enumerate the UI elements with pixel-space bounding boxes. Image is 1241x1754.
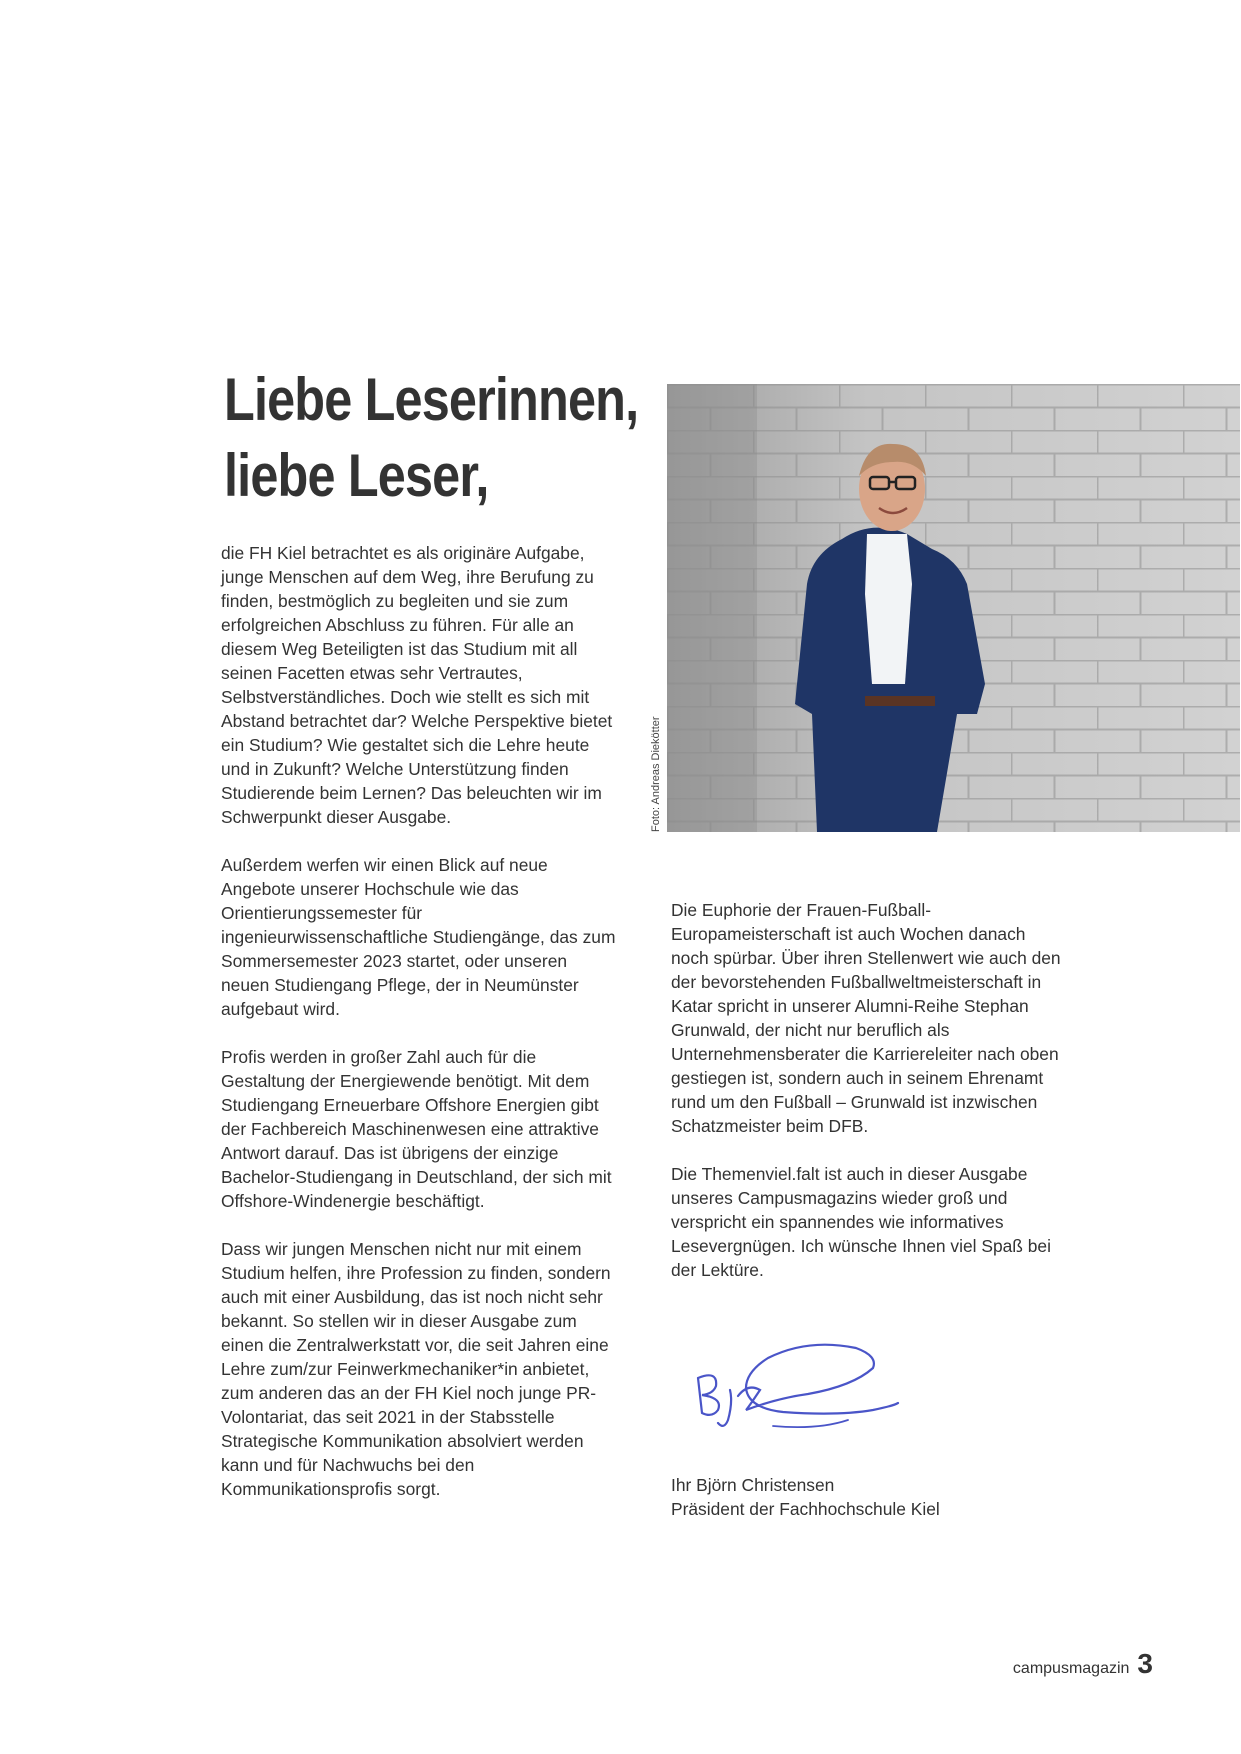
author-role: Präsident der Fachhochschule Kiel <box>671 1499 940 1519</box>
page-footer <box>1013 1648 1153 1680</box>
paragraph: Die Euphorie der Frauen-Fußball-Europameisterschaft ist auch Wochen danach noch spürbar. Über ihren Stellenwert wie auch den der bevorstehenden Fußballweltmeisterschaft in Katar spricht in unserer Alumni-Reihe Stephan Grunwald, der nicht nur beruflich als Unternehmensberater die Karriereleiter nach oben gestiegen ist, sondern auch in seinem Ehrenamt rund um den Fußball – Grunwald ist inzwischen Schatzmeister beim DFB. <box>671 900 1061 1136</box>
sign-off <box>671 1473 1071 1521</box>
signature <box>688 1338 903 1438</box>
paragraph: die FH Kiel betrachtet es als originäre Aufgabe, junge Menschen auf dem Weg, ihre Berufung zu finden, bestmöglich zu begleiten und sie zum erfolgreichen Abschluss zu führen. Für alle an diesem Weg Beteiligten ist das Studium mit all seinen Facetten etwas sehr Vertrautes, Selbstverständliches. Doch wie stellt es sich mit Abstand betrachtet dar? Welche Perspektive bietet ein Studium? Wie gestaltet sich die Lehre heute und in Zukunft? Welche Unterstützung finden Studierende beim Lernen? Das beleuchten wir im Schwerpunkt dieser Ausgabe. <box>221 543 613 827</box>
author-name: Ihr Björn Christensen <box>671 1475 835 1495</box>
left-text-column <box>221 541 616 1525</box>
portrait-illustration <box>667 384 1240 832</box>
photo-credit: Foto: Andreas Diekötter <box>650 716 662 832</box>
title-line-2: liebe Leser, <box>224 442 489 509</box>
paragraph: Profis werden in großer Zahl auch für die Gestaltung der Energiewende benötigt. Mit dem Studiengang Erneuerbare Offshore Energien gibt der Fachbereich Maschinenwesen eine attraktive Antwort darauf. Das ist übrigens der einzige Bachelor-Studiengang in Deutschland, der sich mit Offshore-Windenergie beschäftigt. <box>221 1047 612 1211</box>
magazine-name: campusmagazin <box>1012 1660 1130 1677</box>
paragraph: Dass wir jungen Menschen nicht nur mit einem Studium helfen, ihre Profession zu finden, sondern auch mit einer Ausbildung, das ist noch nicht sehr bekannt. So stellen wir in dieser Ausgabe zum einen die Zentralwerkstatt vor, die seit Jahren eine Lehre zum/zur Feinwerkmechaniker*in anbietet, zum anderen das an der FH Kiel noch junge PR-Volontariat, das seit 2021 in der Stabsstelle Strategische Kommunikation absolviert werden kann und für Nachwuchs bei den Kommunikationsprofis sorgt. <box>221 1239 611 1499</box>
portrait-photo <box>667 384 1240 832</box>
title-line-1: Liebe Leserinnen, <box>224 366 639 433</box>
page-number: 3 <box>1137 1648 1153 1679</box>
paragraph: Außerdem werfen wir einen Blick auf neue Angebote unserer Hochschule wie das Orientierungssemester für ingenieurwissenschaftliche Studiengänge, das zum Sommersemester 2023 startet, oder unseren neuen Studiengang Pflege, der in Neumünster aufgebaut wird. <box>221 855 616 1019</box>
paragraph: Die Themenviel.falt ist auch in dieser Ausgabe unseres Campusmagazins wieder groß und verspricht ein spannendes wie informatives Lesevergnügen. Ich wünsche Ihnen viel Spaß bei der Lektüre. <box>671 1164 1051 1280</box>
page-title <box>224 362 639 514</box>
right-text-column <box>671 898 1066 1306</box>
handwritten-signature <box>688 1338 903 1438</box>
